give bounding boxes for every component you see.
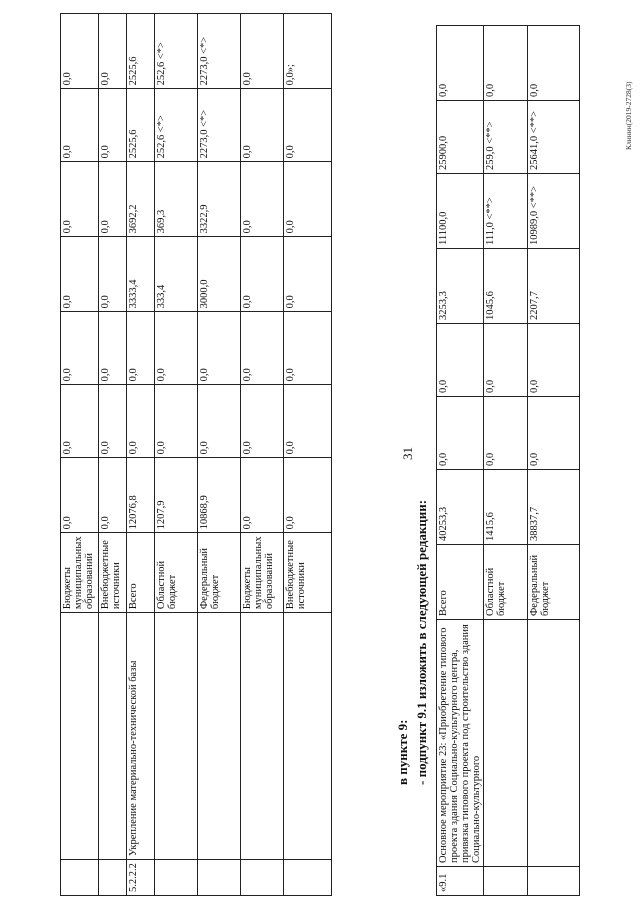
- row-code-cell: [155, 860, 198, 896]
- value-cell: 3692,2: [127, 162, 155, 237]
- row-code-cell: [198, 860, 241, 896]
- value-cell: 259,0 <**>: [484, 101, 528, 174]
- value-cell: 0,0: [437, 324, 484, 397]
- value-cell: 0,0»;: [284, 14, 332, 89]
- funding-source-cell: Областной бюджет: [484, 545, 528, 620]
- value-cell: 38837,7: [528, 470, 580, 545]
- value-cell: 0,0: [241, 14, 284, 89]
- row-code-cell: [484, 867, 528, 896]
- value-cell: 1045,6: [484, 249, 528, 324]
- value-cell: 10868,9: [198, 458, 241, 533]
- value-cell: 0,0: [484, 397, 528, 470]
- funding-source-cell: Всего: [127, 533, 155, 613]
- row-code-cell: [61, 860, 99, 896]
- row-name-cell: [155, 613, 198, 860]
- table-row: [437, 26, 484, 896]
- row-code-cell: [284, 860, 332, 896]
- document-stamp: Клинин(2019-2728(3): [624, 81, 633, 150]
- value-cell: 0,0: [284, 89, 332, 162]
- value-cell: 0,0: [284, 237, 332, 312]
- value-cell: 0,0: [241, 385, 284, 458]
- row-code-cell: 5.2.2.2: [127, 860, 155, 896]
- value-cell: 0,0: [61, 312, 99, 385]
- value-cell: 2273,0 <*>: [198, 14, 241, 89]
- value-cell: 3253,3: [437, 249, 484, 324]
- row-code-cell: [241, 860, 284, 896]
- value-cell: 111,0 <**>: [484, 174, 528, 249]
- value-cell: 25641,0 <**>: [528, 101, 580, 174]
- value-cell: 0,0: [127, 312, 155, 385]
- value-cell: 0,0: [437, 26, 484, 101]
- funding-source-cell: Внебюджетные источники: [284, 533, 332, 613]
- value-cell: 10989,0 <**>: [528, 174, 580, 249]
- row-name-cell: Укрепление материально-технической базы: [127, 613, 155, 860]
- value-cell: 0,0: [127, 385, 155, 458]
- value-cell: 0,0: [241, 237, 284, 312]
- value-cell: 1415,6: [484, 470, 528, 545]
- funding-source-cell: Федеральный бюджет: [528, 545, 580, 620]
- value-cell: 333,4: [155, 237, 198, 312]
- value-cell: 0,0: [99, 89, 127, 162]
- value-cell: 2525,6: [127, 14, 155, 89]
- value-cell: 0,0: [99, 458, 127, 533]
- budget-table-2: [436, 25, 580, 896]
- value-cell: 0,0: [61, 89, 99, 162]
- value-cell: 0,0: [155, 385, 198, 458]
- value-cell: 11100,0: [437, 174, 484, 249]
- value-cell: 40253,3: [437, 470, 484, 545]
- row-code-cell: «9.1: [437, 867, 484, 896]
- value-cell: 252,6 <*>: [155, 14, 198, 89]
- value-cell: 0,0: [528, 397, 580, 470]
- value-cell: 0,0: [528, 26, 580, 101]
- row-name-cell: [198, 613, 241, 860]
- value-cell: 0,0: [241, 162, 284, 237]
- table-row: [99, 14, 127, 896]
- value-cell: 0,0: [61, 237, 99, 312]
- value-cell: 0,0: [437, 397, 484, 470]
- value-cell: 0,0: [198, 385, 241, 458]
- row-code-cell: [99, 860, 127, 896]
- value-cell: 0,0: [99, 312, 127, 385]
- funding-source-cell: Федеральный бюджет: [198, 533, 241, 613]
- value-cell: 0,0: [99, 162, 127, 237]
- funding-source-cell: Бюджеты муниципальных образований: [61, 533, 99, 613]
- value-cell: 0,0: [284, 385, 332, 458]
- row-name-cell: [484, 620, 528, 867]
- value-cell: 12076,8: [127, 458, 155, 533]
- table-row: [241, 14, 284, 896]
- value-cell: 0,0: [241, 458, 284, 533]
- row-name-cell: [241, 613, 284, 860]
- table-row: [528, 26, 580, 896]
- value-cell: 2207,7: [528, 249, 580, 324]
- value-cell: 0,0: [284, 312, 332, 385]
- value-cell: 1207,9: [155, 458, 198, 533]
- table-row: [284, 14, 332, 896]
- value-cell: 0,0: [241, 312, 284, 385]
- table-row: [484, 26, 528, 896]
- value-cell: 0,0: [61, 14, 99, 89]
- value-cell: 3333,4: [127, 237, 155, 312]
- table-row: [127, 14, 155, 896]
- value-cell: 0,0: [484, 324, 528, 397]
- value-cell: 0,0: [284, 458, 332, 533]
- row-name-cell: [61, 613, 99, 860]
- budget-table-1: [60, 13, 332, 896]
- value-cell: 3000,0: [198, 237, 241, 312]
- value-cell: 369,3: [155, 162, 198, 237]
- row-name-cell: [528, 620, 580, 867]
- funding-source-cell: Бюджеты муниципальных образований: [241, 533, 284, 613]
- row-name-cell: Основное мероприятие 23: «Приобретение типового проекта здания Социально-культурного центра, привязка типового проекта под строительство здания Социально-культурного: [437, 620, 484, 867]
- value-cell: 0,0: [528, 324, 580, 397]
- value-cell: 0,0: [99, 237, 127, 312]
- value-cell: 0,0: [198, 312, 241, 385]
- value-cell: 2525,6: [127, 89, 155, 162]
- row-code-cell: [528, 867, 580, 896]
- table-row: [61, 14, 99, 896]
- paragraph-subpoint-9-1: - подпункт 9.1 изложить в следующей редакции:: [414, 499, 429, 785]
- paragraph-point-9: в пункте 9:: [395, 719, 410, 785]
- funding-source-cell: Областной бюджет: [155, 533, 198, 613]
- value-cell: 0,0: [484, 26, 528, 101]
- funding-source-cell: Всего: [437, 545, 484, 620]
- value-cell: 0,0: [99, 14, 127, 89]
- funding-source-cell: Внебюджетные источники: [99, 533, 127, 613]
- value-cell: 3322,9: [198, 162, 241, 237]
- table-row: [198, 14, 241, 896]
- value-cell: 0,0: [61, 385, 99, 458]
- value-cell: 252,6 <*>: [155, 89, 198, 162]
- table-row: [155, 14, 198, 896]
- value-cell: 0,0: [61, 458, 99, 533]
- value-cell: 0,0: [155, 312, 198, 385]
- row-name-cell: [284, 613, 332, 860]
- value-cell: 0,0: [284, 162, 332, 237]
- row-name-cell: [99, 613, 127, 860]
- value-cell: 0,0: [61, 162, 99, 237]
- page-number: 31: [400, 447, 415, 460]
- value-cell: 0,0: [241, 89, 284, 162]
- value-cell: 0,0: [99, 385, 127, 458]
- value-cell: 25900,0: [437, 101, 484, 174]
- value-cell: 2273,0 <*>: [198, 89, 241, 162]
